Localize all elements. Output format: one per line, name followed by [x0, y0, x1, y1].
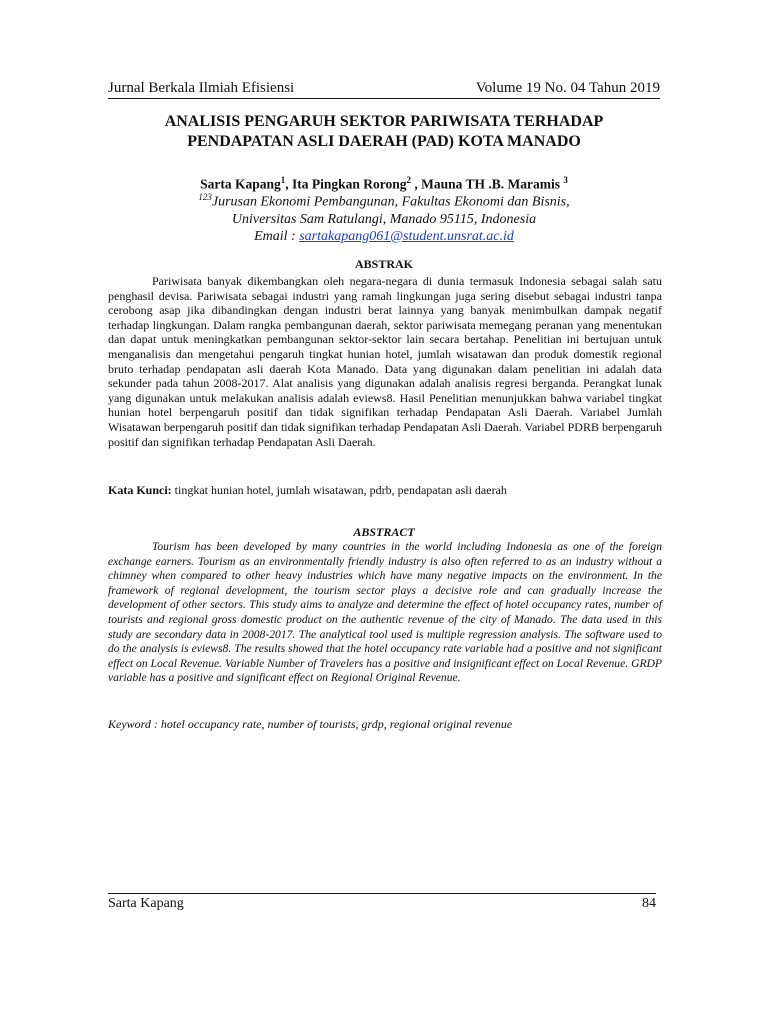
keywords-english: Keyword : hotel occupancy rate, number of tourists, grdp, regional original revenue [108, 717, 513, 731]
email-line [108, 228, 660, 245]
affiliation [108, 189, 660, 245]
abstract-body: Tourism has been developed by many countries in the world including Indonesia as one of the foreign exchange earners. Tourism as an environmentally friendly industry is also often referred to as an industry without a chimney when compared to other heavy industries which have many negative impacts on the environment. In the framework of regional development, the tourism sector plays a decisive role and can gradually increase the development of other sectors. This study aims to analyze and determine the effect of hotel occupancy rates, number of tourists and regional gross domestic product on the authentic revenue of the city of Manado. The data used in this study are secondary data in 2008-2017. The analytical tool used is multiple regression analysis. The software used to do the analysis is eviews8. The results showed that the hotel occupancy rate variable had a positive and not significant effect on Local Revenue. Variable Number of Travelers has a positive and insignificant effect on Local Revenue. GRDP variable has a positive and significant effect on Regional Original Revenue. [108, 540, 662, 685]
journal-name: Jurnal Berkala Ilmiah Efisiensi [108, 80, 295, 96]
affiliation-line-2: Universitas Sam Ratulangi, Manado 95115, Indonesia [231, 211, 537, 227]
abstrak-heading: ABSTRAK [354, 257, 413, 271]
author-2: Ita Pingkan Rorong [291, 176, 407, 192]
running-footer [108, 893, 656, 912]
author-separator: , [411, 176, 422, 192]
volume-info: Volume 19 No. 04 Tahun 2019 [475, 80, 660, 96]
author-2-sup: 2 [406, 175, 412, 185]
affiliation-sup: 123 [198, 192, 212, 202]
footer-author: Sarta Kapang [108, 896, 184, 911]
author-separator: , [285, 176, 292, 192]
paper-title [108, 112, 660, 152]
abstract-heading: ABSTRACT [353, 525, 415, 539]
kata-kunci-label: Kata Kunci: [108, 483, 172, 497]
author-1: Sarta Kapang [200, 176, 281, 192]
running-header [108, 80, 660, 99]
email-link[interactable]: sartakapang061@student.unsrat.ac.id [299, 228, 514, 244]
title-line-1: ANALISIS PENGARUH SEKTOR PARIWISATA TERHADAP [164, 113, 604, 130]
kata-kunci-text: tingkat hunian hotel, jumlah wisatawan, pdrb, pendapatan asli daerah [171, 483, 507, 497]
abstrak-body: Pariwisata banyak dikembangkan oleh negara-negara di dunia termasuk Indonesia sebagai salah satu penghasil devisa. Pariwisata sebagai industri yang ramah lingkungan juga sering disebut sebagai industri tanpa cerobong asap jika dibandingkan dengan industri berat lainnya yang banyak menimbulkan dampak negatif terhadap lingkungan. Dalam rangka pembangunan daerah, sektor pariwisata memegang peranan yang menentukan dan dapat untuk meningkatkan pembangunan sektor-sektor lain secara bertahap. Penelitian ini bertujuan untuk menganalisis dan mengetahui pengaruh tingkat hunian hotel, jumlah wisatawan dan produk domestik regional bruto terhadap pendapatan asli daerah Kota Manado. Data yang digunakan dalam penelitian ini adalah data sekunder pada tahun 2008-2017. Alat analisis yang digunakan adalah analisis regresi berganda. Perangkat lunak yang digunakan untuk melakukan analisis adalah eviews8. Hasil Penelitian menunjukkan bahwa variabel tingkat hunian hotel berpengaruh positif dan tidak signifikan terhadap Pendapatan Asli Daerah. Variabel Jumlah Wisatawan berpengaruh positif dan tidak signifikan terhadap Pendapatan Asli Daerah. Variabel PDRB berpengaruh positif dan signifikan terhadap Pendapatan Asli Daerah. [108, 274, 662, 449]
email-label: Email : [254, 228, 300, 244]
author-1-sup: 1 [280, 175, 286, 185]
author-3: Mauna TH .B. Maramis [421, 176, 564, 192]
author-3-sup: 3 [563, 175, 568, 185]
title-line-2: PENDAPATAN ASLI DAERAH (PAD) KOTA MANADO [187, 133, 581, 150]
page-number: 84 [642, 896, 656, 911]
kata-kunci [108, 483, 662, 497]
affiliation-line-1: $^{123}$Jurusan Ekonomi Pembangunan, Fakultas Ekonomi dan Bisnis, [198, 192, 570, 210]
